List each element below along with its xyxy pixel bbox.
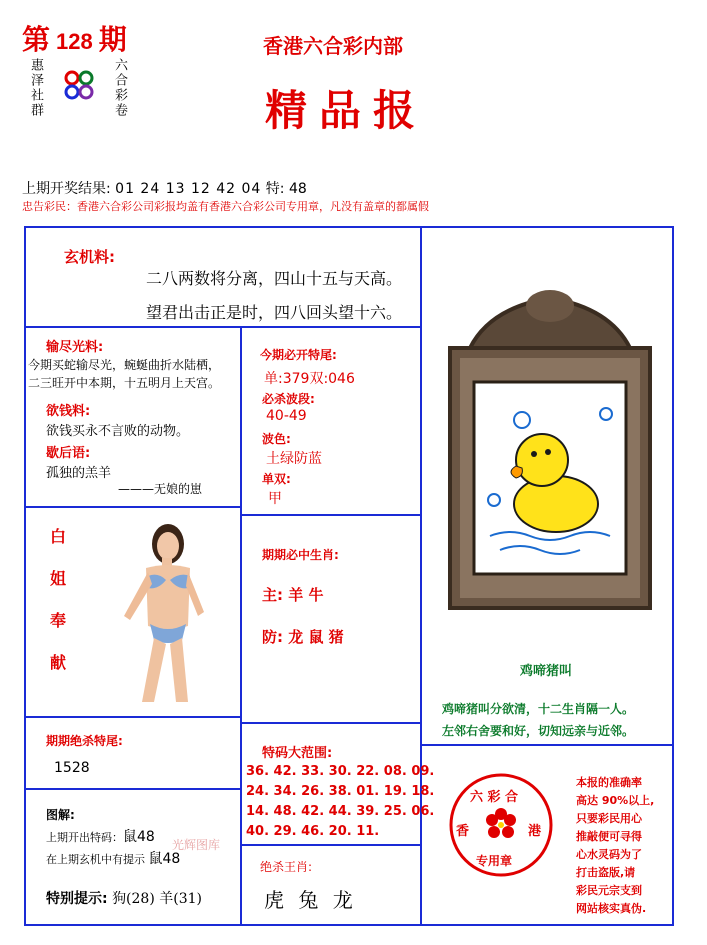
notice-line: 推敲便可寻得 <box>576 830 642 843</box>
zodiac-main <box>262 584 323 605</box>
desire-label: 欲钱料: <box>46 404 91 419</box>
single-double-value: 甲 <box>268 491 282 507</box>
caption-char-1: 白 <box>50 527 67 546</box>
xiehouyu-label: 歇后语: <box>46 446 91 461</box>
tail-odd-even: 单:379双:046 <box>264 371 355 387</box>
special-hint-label: 特别提示: <box>46 891 108 907</box>
issue-suffix: 期 <box>98 23 127 56</box>
mystery-line1: 二八两数将分离，四山十五与天高。 <box>146 269 403 288</box>
issue-number-value: 128 <box>56 29 93 54</box>
zodiac-label: 期期必中生肖: <box>262 548 339 562</box>
special-hint <box>46 888 202 908</box>
notice-line: 高达 90%以上, <box>576 794 655 807</box>
xiehouyu-text: 孤独的羔羊 <box>46 466 112 481</box>
kill-king-value: 虎 兔 龙 <box>264 888 357 912</box>
range-row2: 24. 34. 26. 38. 01. 19. 18. <box>246 784 435 799</box>
seal-left-text: 香 <box>456 824 470 839</box>
zodiac-guard <box>262 626 344 647</box>
logo-rings-icon <box>62 68 96 102</box>
grid-row2-left <box>24 506 240 508</box>
diagram-line2-label: 在上期玄机中有提示 <box>46 853 145 866</box>
seal-right-text: 港 <box>528 824 542 839</box>
zodiac-guard-label: 防: <box>262 628 283 646</box>
range-row3: 14. 48. 42. 44. 39. 25. 06. <box>246 804 435 819</box>
lose-all-line2: 二三旺开中本期，十五明月上天宫。 <box>28 376 221 390</box>
notice-line: 网站核实真伪. <box>576 902 647 915</box>
grid-row2-right <box>240 514 422 516</box>
grid-inner-vertical <box>240 328 242 924</box>
color-label: 波色: <box>262 432 291 446</box>
ornate-frame-image <box>430 278 670 618</box>
diagram-line1-value: 鼠48 <box>123 829 155 845</box>
special-number: 48 <box>288 181 307 197</box>
desire-text: 欲钱买永不言败的动物。 <box>46 424 190 439</box>
lose-all-line1: 今期买蛇输尽光，蜿蜒曲折水陆栖， <box>28 358 221 372</box>
diagram-label: 图解: <box>46 808 75 822</box>
last-result <box>22 178 307 198</box>
grid-right <box>672 226 674 926</box>
zodiac-main-label: 主: <box>262 586 283 604</box>
notice-line: 彩民元宗支到 <box>576 884 642 897</box>
frame-poem-line1: 鸡啼猪叫分欲清，十二生肖隔一人。 <box>442 702 635 716</box>
range-row4: 40. 29. 46. 20. 11. <box>246 824 380 839</box>
single-double-label: 单双: <box>262 472 291 486</box>
kill-king-label: 绝杀王肖: <box>260 860 313 874</box>
mystery-label: 玄机料: <box>64 248 115 266</box>
diagram-line1 <box>46 826 155 846</box>
seal-bottom-text: 专用章 <box>476 854 513 868</box>
xiehouyu-answer: ———无娘的崽 <box>118 482 203 496</box>
zodiac-main-value: 羊 牛 <box>288 586 324 604</box>
logo-left-text: 惠泽社群 <box>28 58 43 118</box>
grid-row3-right <box>240 722 422 724</box>
special-label: 特: <box>265 181 285 197</box>
main-title: 精品报 <box>265 86 428 135</box>
zodiac-guard-value: 龙 鼠 猪 <box>288 628 344 646</box>
seal-top-text: 六 彩 合 <box>470 790 519 805</box>
model-photo <box>96 516 216 706</box>
tail-label: 今期必开特尾: <box>260 348 337 362</box>
notice-text <box>576 774 654 918</box>
notice-line: 只要彩民用心 <box>576 812 642 825</box>
last-result-numbers: 01 24 13 12 42 04 <box>115 181 262 197</box>
caption-char-4: 献 <box>50 653 67 672</box>
diagram-line2 <box>46 848 180 868</box>
kill-wave-value: 40-49 <box>266 408 307 424</box>
faint-watermark: 光辉图库 <box>172 838 221 852</box>
special-hint-value: 狗(28) 羊(31) <box>112 891 202 907</box>
frame-poem-line2: 左邻右舍要和好，切知远亲与近邻。 <box>442 724 635 738</box>
header-title: 香港六合彩内部 <box>263 34 403 58</box>
issue-number <box>22 18 127 58</box>
last-result-label: 上期开奖结果: <box>22 181 111 197</box>
caption-char-3: 奉 <box>50 611 67 630</box>
grid-row3-left <box>24 716 240 718</box>
kill-wave-label: 必杀波段: <box>262 392 315 406</box>
range-row1: 36. 42. 33. 30. 22. 08. 09. <box>246 764 435 779</box>
logo-right-text: 六合彩卷 <box>112 58 127 118</box>
issue-prefix: 第 <box>22 23 51 56</box>
grid-row1 <box>24 326 422 328</box>
caption-char-2: 姐 <box>50 569 67 588</box>
grid-left <box>24 226 26 926</box>
color-value: 土绿防蓝 <box>266 451 322 467</box>
kill-tail-label: 期期绝杀特尾: <box>46 734 123 748</box>
grid-row4-left <box>24 788 240 790</box>
diagram-line2-value: 鼠48 <box>148 851 181 867</box>
diagram-line1-label: 上期开出特码： <box>46 831 123 844</box>
grid-row4-right <box>240 844 422 846</box>
notice-line: 打击盗版,请 <box>576 866 636 879</box>
mystery-line2: 望君出击正是时，四八回头望十六。 <box>146 303 403 322</box>
notice-line: 本报的准确率 <box>576 776 642 789</box>
warning-text: 忠告彩民：香港六合彩公司彩报均盖有香港六合彩公司专用章，凡没有盖章的都属假 <box>22 200 429 213</box>
grid-top <box>24 226 674 228</box>
kill-tail-value: 1528 <box>54 760 90 776</box>
lose-all-label: 输尽光料: <box>46 340 104 355</box>
range-label: 特码大范围: <box>262 746 333 761</box>
grid-bottom <box>24 924 674 926</box>
grid-middle-vertical <box>420 226 422 926</box>
grid-right-row <box>420 744 674 746</box>
notice-line: 心水灵码为了 <box>576 848 642 861</box>
frame-caption: 鸡啼猪叫 <box>520 664 573 679</box>
